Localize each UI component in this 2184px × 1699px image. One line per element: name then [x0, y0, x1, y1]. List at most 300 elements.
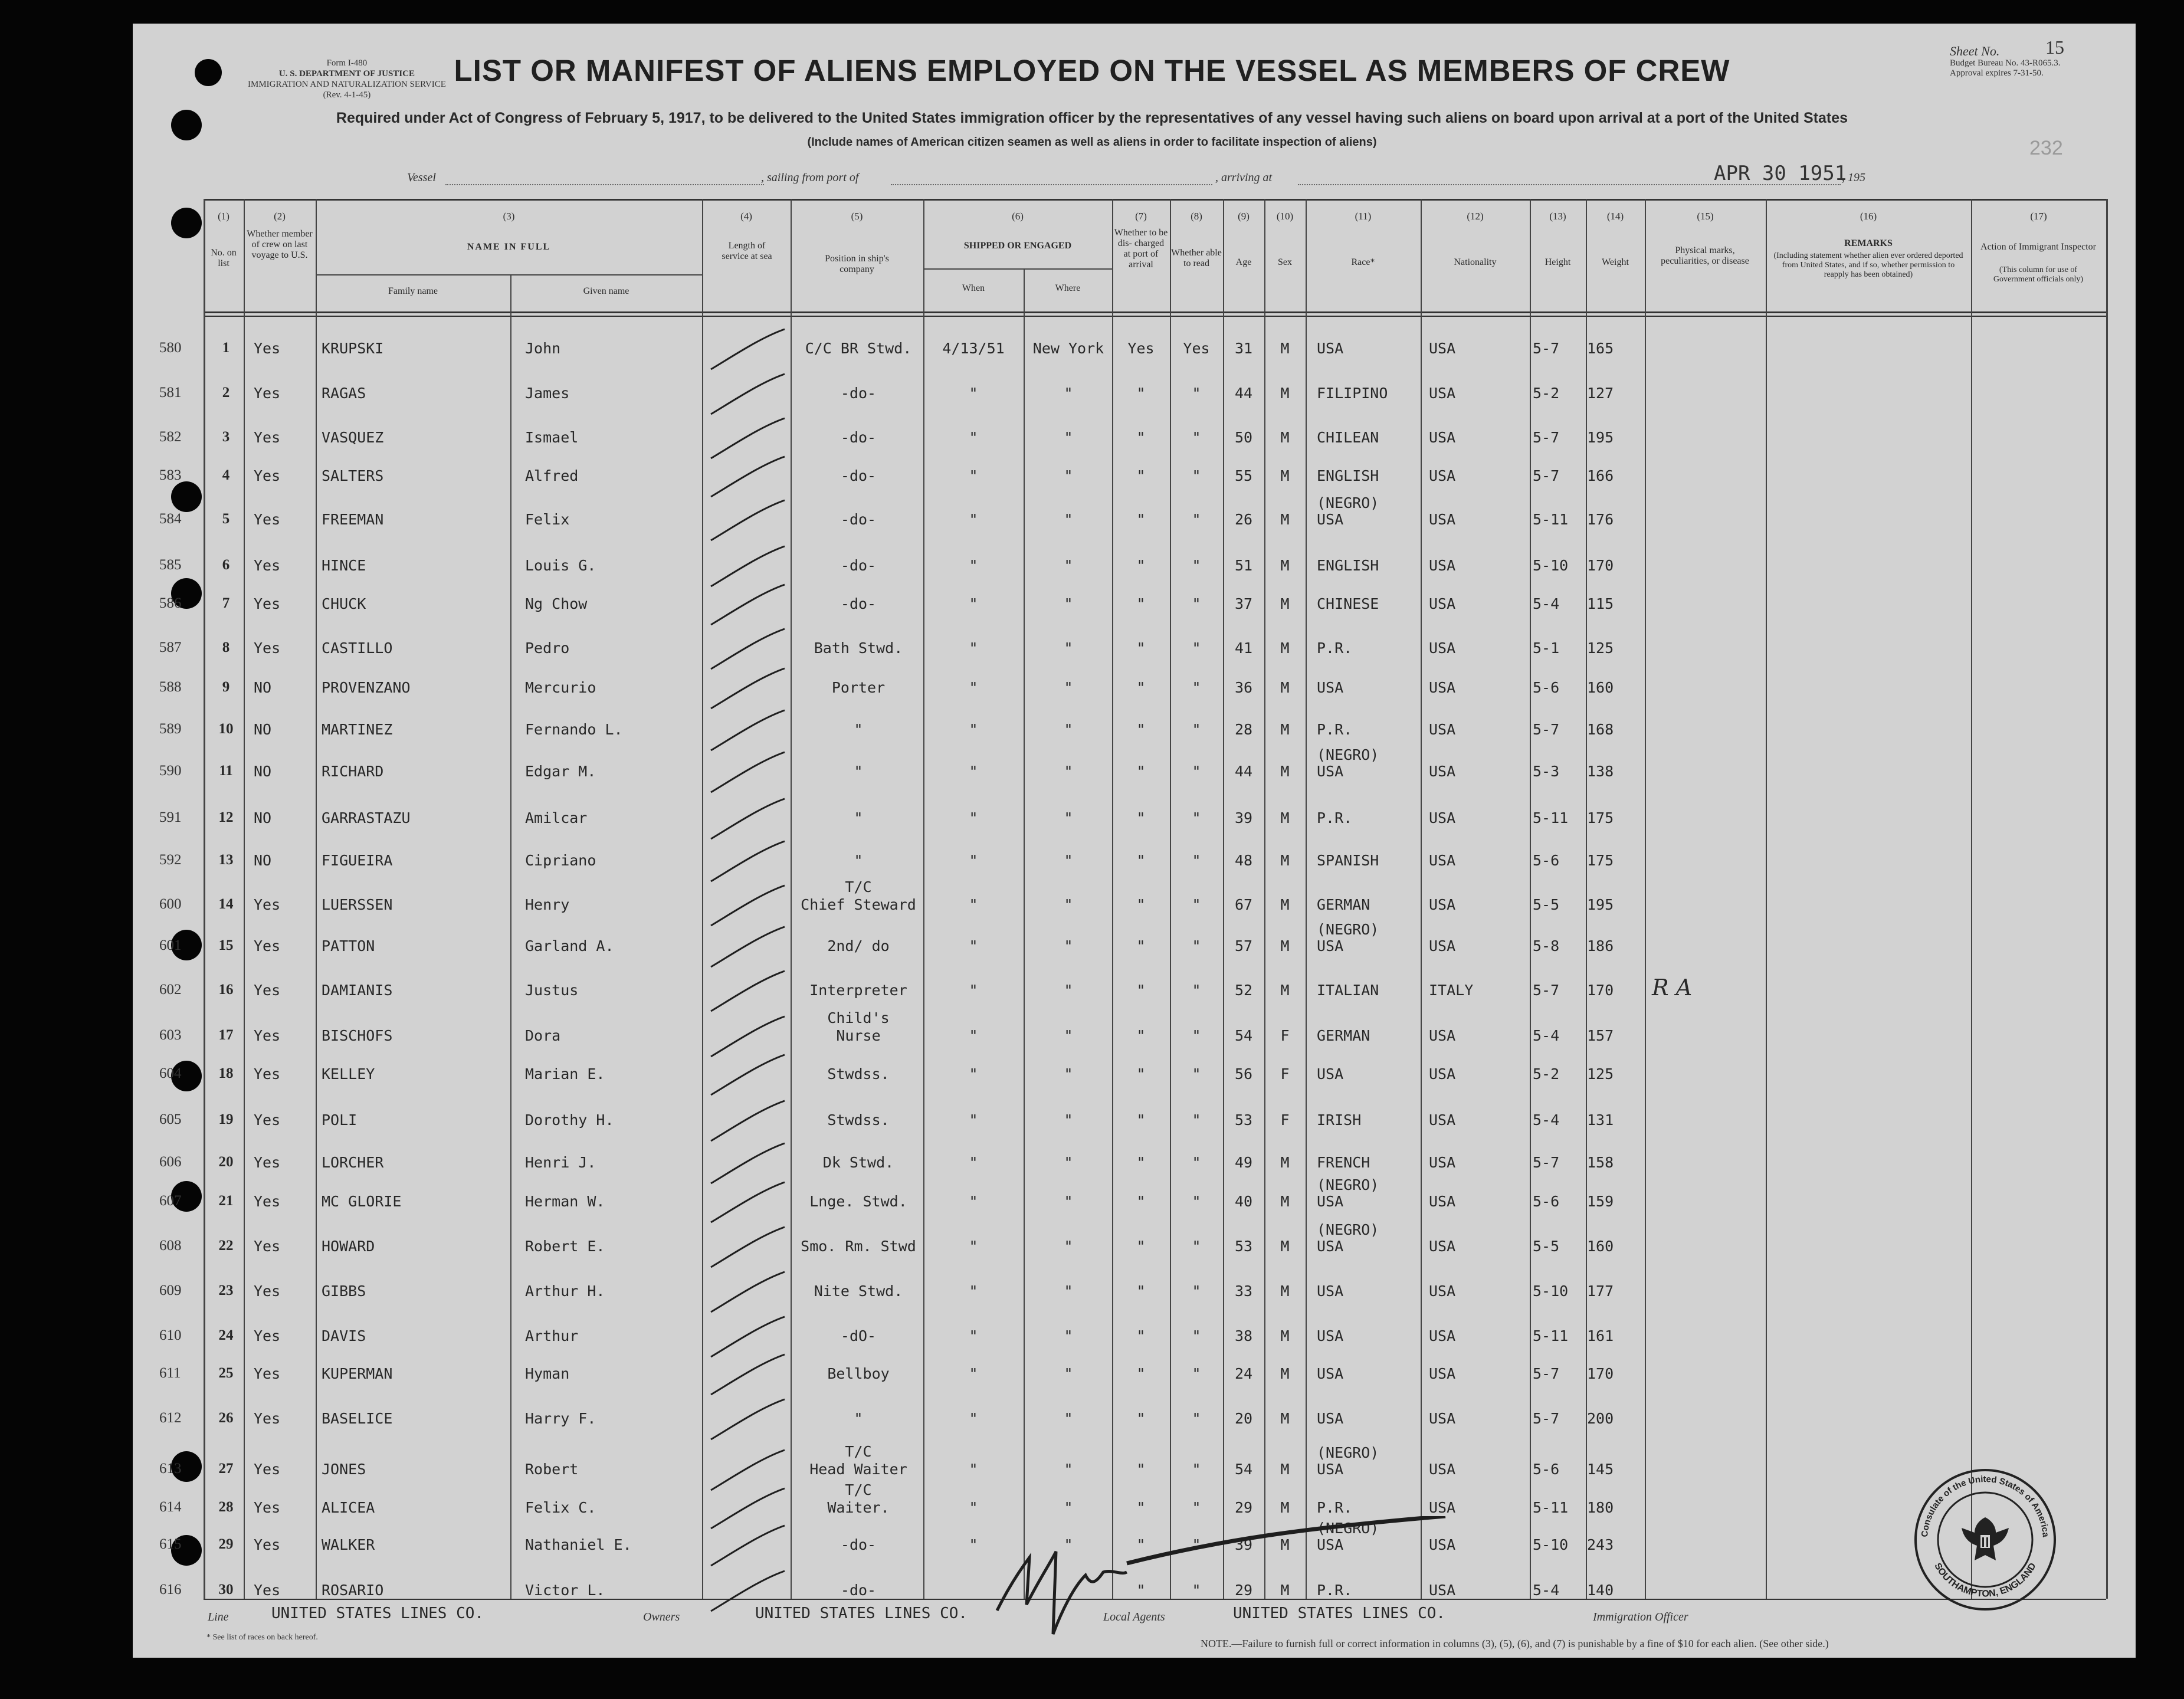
cell-disch: "	[1136, 1027, 1146, 1044]
cell-age: 39	[1234, 809, 1253, 826]
cell-where: "	[1064, 937, 1073, 955]
cell-height: 5-6	[1533, 679, 1560, 696]
cell-position: C/C BR Stwd.	[805, 340, 912, 357]
cell-position: -do-	[840, 557, 877, 574]
cell-age: 57	[1234, 937, 1253, 955]
cell-nat: USA	[1429, 679, 1456, 696]
cell-position: Dk Stwd.	[822, 1154, 894, 1171]
col-num-12: (12)	[1467, 211, 1484, 222]
cell-race: P.R.	[1317, 1499, 1353, 1516]
cell-sex: M	[1280, 467, 1290, 484]
col-num-16: (16)	[1860, 211, 1877, 222]
cell-position-top: T/C	[845, 1443, 872, 1460]
pen-stroke	[711, 1272, 785, 1312]
cell-age: 37	[1234, 595, 1253, 612]
cell-race: P.R.	[1317, 639, 1353, 657]
pen-stroke	[711, 1450, 785, 1490]
cell-no: 21	[218, 1193, 234, 1209]
cell-nat: USA	[1429, 385, 1456, 402]
cell-left: 608	[159, 1238, 182, 1254]
cell-where: "	[1064, 1027, 1073, 1044]
cell-race: USA	[1317, 1193, 1344, 1210]
cell-race: USA	[1317, 340, 1344, 357]
line-label: Line	[208, 1611, 229, 1623]
col-where: Where	[1055, 283, 1081, 293]
cell-weight: 170	[1587, 557, 1614, 574]
cell-disch: "	[1136, 1238, 1146, 1255]
cell-age: 56	[1234, 1065, 1253, 1083]
cell-member: Yes	[254, 1327, 281, 1344]
cell-height: 5-11	[1533, 511, 1569, 528]
cell-member: Yes	[254, 982, 281, 999]
cell-race: USA	[1317, 1327, 1344, 1344]
cell-position: Smo. Rm. Stwd	[801, 1238, 916, 1255]
cell-race: CHINESE	[1317, 595, 1379, 612]
cell-position: Lnge. Stwd.	[809, 1193, 907, 1210]
cell-position: Stwdss.	[827, 1111, 890, 1129]
cell-age: 26	[1234, 511, 1253, 528]
cell-position: Nurse	[836, 1027, 881, 1044]
pen-stroke	[711, 971, 785, 1011]
col-age: Age	[1235, 257, 1252, 267]
cell-no: 1	[222, 340, 230, 356]
cell-given: Arthur	[525, 1327, 579, 1344]
cell-position: "	[854, 721, 863, 738]
cell-position: "	[854, 763, 863, 780]
cell-height: 5-7	[1533, 1365, 1560, 1382]
col-family-name: Family name	[388, 286, 438, 296]
form-number: Form I-480	[326, 58, 368, 68]
cell-read: "	[1192, 1027, 1201, 1044]
cell-height: 5-3	[1533, 763, 1560, 780]
cell-when: "	[969, 1327, 978, 1344]
cell-family: GIBBS	[322, 1283, 366, 1300]
cell-given: Edgar M.	[525, 763, 596, 780]
cell-nat: USA	[1429, 1283, 1456, 1300]
cell-read: "	[1192, 1283, 1201, 1300]
cell-given: Hyman	[525, 1365, 570, 1382]
cell-disch: "	[1136, 982, 1146, 999]
cell-race: USA	[1317, 1461, 1344, 1478]
pen-stroke	[711, 668, 785, 709]
cell-family: POLI	[322, 1111, 358, 1129]
cell-disch: "	[1136, 429, 1146, 446]
cell-weight: 176	[1587, 511, 1614, 528]
cell-given: Fernando L.	[525, 721, 623, 738]
agents-label: Local Agents	[1103, 1611, 1165, 1623]
cell-weight: 125	[1587, 1065, 1614, 1083]
cell-disch: "	[1136, 1111, 1146, 1129]
col-position: Position in ship's company	[825, 254, 889, 274]
col-num-2: (2)	[274, 211, 286, 222]
cell-disch: "	[1136, 1327, 1146, 1344]
cell-where: "	[1064, 852, 1073, 869]
cell-where: "	[1064, 1365, 1073, 1382]
cell-sex: M	[1280, 595, 1290, 612]
pen-stroke	[711, 1399, 785, 1439]
cell-race-note: (NEGRO)	[1317, 746, 1379, 763]
pen-stroke	[711, 500, 785, 540]
cell-nat: USA	[1429, 1238, 1456, 1255]
pen-stroke	[711, 329, 785, 369]
cell-race: USA	[1317, 1283, 1344, 1300]
cell-when: "	[969, 511, 978, 528]
pen-stroke	[711, 374, 785, 414]
cell-when: "	[969, 896, 978, 913]
pen-stroke	[711, 585, 785, 625]
cell-age: 53	[1234, 1111, 1253, 1129]
col-num-17: (17)	[2030, 211, 2047, 222]
pen-stroke	[711, 1354, 785, 1395]
cell-race: GERMAN	[1317, 1027, 1370, 1044]
col-num-1: (1)	[218, 211, 229, 222]
cell-family: JONES	[322, 1461, 366, 1478]
cell-weight: 200	[1587, 1410, 1614, 1427]
cell-where: "	[1064, 1410, 1073, 1427]
cell-no: 17	[218, 1027, 234, 1043]
cell-race: USA	[1317, 1365, 1344, 1382]
cell-given: Nathaniel E.	[525, 1536, 632, 1553]
department: U. S. DEPARTMENT OF JUSTICE	[278, 69, 415, 78]
col-action: Action of Immigrant Inspector	[1980, 242, 2096, 252]
cell-weight: 177	[1587, 1283, 1614, 1300]
cell-member: Yes	[254, 1365, 281, 1382]
revision: (Rev. 4-1-45)	[323, 90, 371, 100]
cell-family: HOWARD	[322, 1238, 375, 1255]
cell-family: RICHARD	[322, 763, 384, 780]
cell-disch: "	[1136, 1065, 1146, 1083]
cell-sex: M	[1280, 1536, 1290, 1553]
cell-member: Yes	[254, 595, 281, 612]
cell-read: Yes	[1183, 340, 1210, 357]
cell-disch: "	[1136, 1536, 1146, 1553]
col-num-6: (6)	[1012, 211, 1024, 222]
cell-position: 2nd/ do	[827, 937, 890, 955]
cell-position: Chief Steward	[801, 896, 916, 913]
cell-nat: USA	[1429, 557, 1456, 574]
cell-family: SALTERS	[322, 467, 384, 484]
cell-where: "	[1064, 1283, 1073, 1300]
cell-read: "	[1192, 1499, 1201, 1516]
cell-when: "	[969, 1365, 978, 1382]
cell-sex: M	[1280, 982, 1290, 999]
cell-disch: "	[1136, 511, 1146, 528]
col-shipped-engaged: SHIPPED OR ENGAGED	[963, 241, 1072, 251]
pen-stroke	[711, 629, 785, 669]
cell-race: IRISH	[1317, 1111, 1362, 1129]
cell-no: 24	[218, 1327, 234, 1343]
cell-when: "	[969, 1027, 978, 1044]
cell-position-top: T/C	[845, 1481, 872, 1498]
cell-position: -do-	[840, 467, 877, 484]
cell-where: "	[1064, 511, 1073, 528]
cell-when: "	[969, 557, 978, 574]
cell-position: "	[854, 809, 863, 826]
cell-no: 25	[218, 1365, 234, 1381]
cell-read: "	[1192, 982, 1201, 999]
cell-disch: "	[1136, 639, 1146, 657]
cell-disch: "	[1136, 1582, 1146, 1599]
cell-where: "	[1064, 1327, 1073, 1344]
cell-no: 18	[218, 1065, 234, 1081]
cell-weight: 160	[1587, 1238, 1614, 1255]
cell-race: USA	[1317, 679, 1344, 696]
cell-left: 609	[159, 1283, 182, 1298]
cell-family: DAVIS	[322, 1327, 366, 1344]
cell-member: Yes	[254, 1410, 281, 1427]
cell-member: Yes	[254, 1154, 281, 1171]
cell-age: 41	[1234, 639, 1253, 657]
cell-read: "	[1192, 763, 1201, 780]
cell-age: 38	[1234, 1327, 1253, 1344]
cell-no: 8	[222, 639, 230, 655]
col-num-14: (14)	[1606, 211, 1624, 222]
cell-disch: "	[1136, 1461, 1146, 1478]
cell-position: "	[854, 1410, 863, 1427]
cell-position: Nite Stwd.	[814, 1283, 903, 1300]
cell-left: 588	[159, 679, 182, 695]
cell-left: 582	[159, 429, 182, 445]
cell-weight: 157	[1587, 1027, 1614, 1044]
cell-left: 600	[159, 896, 182, 912]
cell-member: Yes	[254, 937, 281, 955]
cell-member: Yes	[254, 467, 281, 484]
pen-stroke	[711, 1055, 785, 1095]
sheet-label: Sheet No.	[1950, 44, 2000, 58]
cell-age: 20	[1234, 1410, 1253, 1427]
col-num-3: (3)	[503, 211, 515, 222]
cell-disch: "	[1136, 852, 1146, 869]
cell-position: -do-	[840, 1536, 877, 1553]
cell-family: FIGUEIRA	[322, 852, 393, 869]
cell-where: "	[1064, 1238, 1073, 1255]
cell-given: Robert	[525, 1461, 579, 1478]
cell-no: 29	[218, 1536, 234, 1552]
cell-when: "	[969, 467, 978, 484]
cell-member: Yes	[254, 429, 281, 446]
cell-age: 48	[1234, 852, 1253, 869]
cell-nat: USA	[1429, 1461, 1456, 1478]
cell-weight: 161	[1587, 1327, 1614, 1344]
col-height: Height	[1544, 257, 1571, 267]
cell-race-note: (NEGRO)	[1317, 1520, 1379, 1537]
cell-disch: "	[1136, 937, 1146, 955]
cell-member: Yes	[254, 385, 281, 402]
cell-where: "	[1064, 1154, 1073, 1171]
cell-disch: "	[1136, 1283, 1146, 1300]
cell-nat: USA	[1429, 1154, 1456, 1171]
cell-disch: "	[1136, 1365, 1146, 1382]
cell-where: "	[1064, 467, 1073, 484]
col-given-name: Given name	[583, 286, 629, 296]
arriving-label: , arriving at	[1215, 171, 1273, 184]
cell-position: Porter	[831, 679, 886, 696]
cell-member: Yes	[254, 1065, 281, 1083]
cell-when: "	[969, 1461, 978, 1478]
cell-position-top: Child's	[827, 1009, 890, 1026]
col-num-9: (9)	[1238, 211, 1250, 222]
cell-age: 24	[1234, 1365, 1253, 1382]
cell-age: 39	[1234, 1536, 1253, 1553]
cell-when: "	[969, 595, 978, 612]
cell-nat: USA	[1429, 1111, 1456, 1129]
cell-when: "	[969, 1238, 978, 1255]
cell-given: Dora	[525, 1027, 561, 1044]
cell-height: 5-8	[1533, 937, 1560, 955]
cell-sex: M	[1280, 896, 1290, 913]
cell-race: USA	[1317, 763, 1344, 780]
cell-given: Ismael	[525, 429, 579, 446]
cell-position: Waiter.	[827, 1499, 890, 1516]
cell-height: 5-7	[1533, 1154, 1560, 1171]
cell-nat: USA	[1429, 1582, 1456, 1599]
cell-nat: USA	[1429, 1193, 1456, 1210]
cell-height: 5-7	[1533, 982, 1560, 999]
cell-given: Garland A.	[525, 937, 614, 955]
cell-given: Felix C.	[525, 1499, 596, 1516]
cell-age: 31	[1234, 340, 1253, 357]
cell-given: Ng Chow	[525, 595, 588, 612]
cell-weight: 166	[1587, 467, 1614, 484]
cell-height: 5-2	[1533, 1065, 1560, 1083]
cell-member: NO	[254, 809, 272, 826]
cell-where: "	[1064, 763, 1073, 780]
page-title: LIST OR MANIFEST OF ALIENS EMPLOYED ON THE VESSEL AS MEMBERS OF CREW	[454, 54, 1730, 87]
cell-age: 52	[1234, 982, 1253, 999]
cell-family: RAGAS	[322, 385, 366, 402]
cell-height: 5-11	[1533, 1327, 1569, 1344]
cell-disch: "	[1136, 595, 1146, 612]
cell-race: USA	[1317, 937, 1344, 955]
cell-family: MARTINEZ	[322, 721, 393, 738]
col-no-on-list: No. on list	[211, 248, 237, 268]
cell-position: -do-	[840, 511, 877, 528]
cell-nat: USA	[1429, 467, 1456, 484]
cell-sex: M	[1280, 340, 1290, 357]
cell-read: "	[1192, 679, 1201, 696]
cell-race: USA	[1317, 1536, 1344, 1553]
cell-left: 581	[159, 385, 182, 401]
cell-no: 9	[222, 679, 230, 695]
cell-sex: M	[1280, 1461, 1290, 1478]
cell-no: 5	[222, 511, 230, 527]
cell-sex: M	[1280, 385, 1290, 402]
cell-weight: 131	[1587, 1111, 1614, 1129]
race-footnote: * See list of races on back hereof.	[206, 1633, 318, 1642]
cell-left: 602	[159, 982, 182, 998]
cell-weight: 195	[1587, 896, 1614, 913]
cell-nat: USA	[1429, 429, 1456, 446]
cell-sex: M	[1280, 721, 1290, 738]
cell-given: Henry	[525, 896, 570, 913]
cell-given: Louis G.	[525, 557, 596, 574]
cell-race: USA	[1317, 511, 1344, 528]
cell-disch: "	[1136, 1154, 1146, 1171]
cell-weight: 127	[1587, 385, 1614, 402]
cell-height: 5-10	[1533, 1536, 1569, 1553]
cell-position: "	[854, 852, 863, 869]
cell-where: "	[1064, 721, 1073, 738]
cell-read: "	[1192, 1238, 1201, 1255]
cell-age: 55	[1234, 467, 1253, 484]
cell-where: "	[1064, 1065, 1073, 1083]
cell-nat: USA	[1429, 639, 1456, 657]
cell-no: 19	[218, 1111, 234, 1127]
cell-age: 54	[1234, 1461, 1253, 1478]
cell-age: 29	[1234, 1582, 1253, 1599]
seal-text-bottom: SOUTHAMPTON, ENGLAND	[1932, 1561, 2038, 1599]
cell-family: LORCHER	[322, 1154, 384, 1171]
budget-bureau: Budget Bureau No. 43-R065.3.	[1950, 58, 2061, 68]
owners-value: UNITED STATES LINES CO.	[755, 1605, 968, 1622]
cell-left: 611	[159, 1365, 181, 1381]
cell-no: 16	[218, 982, 234, 998]
cell-when: "	[969, 1499, 978, 1516]
col-race: Race*	[1351, 257, 1375, 267]
cell-left: 589	[159, 721, 182, 737]
cell-weight: 175	[1587, 809, 1614, 826]
cell-member: NO	[254, 721, 272, 738]
pen-stroke	[711, 1488, 785, 1529]
cell-race: ENGLISH	[1317, 557, 1379, 574]
cell-weight: 243	[1587, 1536, 1614, 1553]
cell-given: Alfred	[525, 467, 579, 484]
officer-label: Immigration Officer	[1593, 1611, 1688, 1623]
cell-no: 6	[222, 557, 230, 573]
cell-height: 5-4	[1533, 1111, 1560, 1129]
cell-nat: USA	[1429, 1499, 1456, 1516]
cell-height: 5-4	[1533, 595, 1560, 612]
cell-read: "	[1192, 511, 1201, 528]
col-num-15: (15)	[1697, 211, 1714, 222]
cell-given: Dorothy H.	[525, 1111, 614, 1129]
cell-height: 5-10	[1533, 557, 1569, 574]
cell-disch: "	[1136, 896, 1146, 913]
col-num-4: (4)	[740, 211, 752, 222]
cell-given: Harry F.	[525, 1410, 596, 1427]
cell-sex: M	[1280, 1499, 1290, 1516]
cell-given: Victor L.	[525, 1582, 605, 1599]
cell-sex: F	[1280, 1027, 1290, 1044]
cell-weight: 145	[1587, 1461, 1614, 1478]
cell-weight: 186	[1587, 937, 1614, 955]
cell-given: Felix	[525, 511, 570, 528]
cell-family: WALKER	[322, 1536, 375, 1553]
cell-nat: ITALY	[1429, 982, 1474, 999]
col-name-in-full: NAME IN FULL	[467, 242, 551, 252]
cell-family: PATTON	[322, 937, 375, 955]
cell-no: 3	[222, 429, 230, 445]
col-num-10: (10)	[1276, 211, 1294, 222]
cell-family: KUPERMAN	[322, 1365, 393, 1382]
col-remarks-note: (Including statement whether alien ever ordered deported from United States, and if so, whether permission to reapply has been obtained)	[1773, 251, 1963, 279]
cell-when: "	[969, 1410, 978, 1427]
cell-nat: USA	[1429, 511, 1456, 528]
cell-member: Yes	[254, 340, 281, 357]
pen-stroke	[711, 841, 785, 881]
col-weight: Weight	[1602, 257, 1629, 267]
cell-read: "	[1192, 937, 1201, 955]
vessel-label: Vessel	[407, 171, 436, 184]
cell-weight: 160	[1587, 679, 1614, 696]
cell-disch: "	[1136, 1499, 1146, 1516]
cell-when: "	[969, 763, 978, 780]
cell-member: NO	[254, 679, 272, 696]
pen-stroke	[711, 1227, 785, 1267]
cell-no: 2	[222, 385, 230, 401]
cell-nat: USA	[1429, 852, 1456, 869]
col-able-read: Whether able to read	[1171, 248, 1222, 268]
